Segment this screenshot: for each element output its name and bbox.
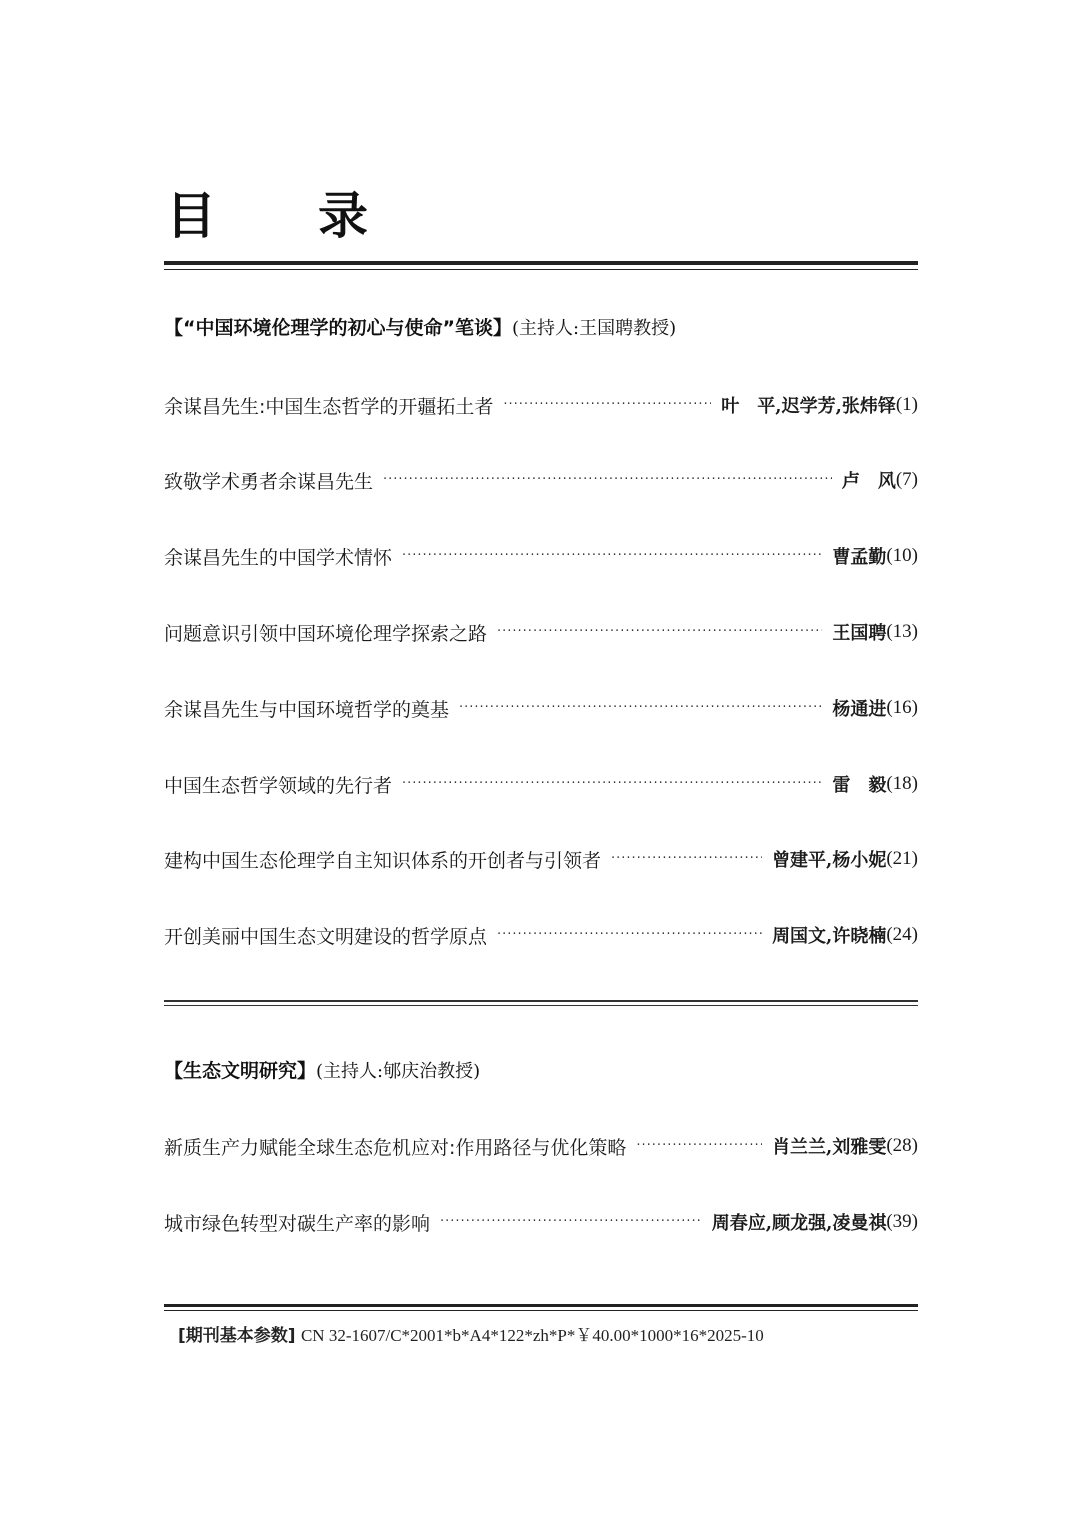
dot-leader	[497, 623, 822, 641]
section-divider-thin	[164, 1005, 918, 1006]
entry-title: 致敬学术勇者余谋昌先生	[164, 470, 374, 493]
entry-page: (24)	[886, 924, 918, 945]
journal-parameters-label: [期刊基本参数]	[178, 1326, 296, 1346]
entry-author: 周国文,许晓楠	[772, 926, 887, 947]
page-title	[166, 186, 368, 246]
section-header-eco-civilization	[164, 1056, 480, 1086]
entry-title: 余谋昌先生:中国生态哲学的开疆拓土者	[164, 395, 494, 418]
dot-leader	[383, 471, 832, 489]
entry-author: 曾建平,杨小妮	[772, 850, 887, 871]
dot-leader	[636, 1137, 762, 1155]
journal-parameters-value: CN 32-1607/C*2001*b*A4*122*zh*P*￥40.00*1000*16*2025-10	[300, 1326, 764, 1345]
dot-leader	[459, 699, 822, 717]
entry-page: (10)	[886, 545, 918, 566]
entry-author: 王国聘	[832, 623, 887, 644]
page-title-char-2: 录	[318, 187, 368, 245]
entry-page: (21)	[886, 848, 918, 869]
entry-author: 雷 毅	[832, 775, 887, 796]
top-rule-thick	[164, 261, 918, 265]
toc-entry[interactable]	[164, 843, 918, 875]
toc-entry[interactable]	[164, 540, 918, 572]
dot-leader	[402, 775, 822, 793]
dot-leader	[402, 547, 822, 565]
entry-title: 余谋昌先生与中国环境哲学的奠基	[164, 698, 450, 721]
entry-title: 城市绿色转型对碳生产率的影响	[164, 1212, 431, 1235]
entry-title: 建构中国生态伦理学自主知识体系的开创者与引领者	[164, 849, 602, 872]
toc-entry[interactable]	[164, 768, 918, 800]
entry-author: 杨通进	[832, 699, 887, 720]
entry-page: (13)	[886, 621, 918, 642]
entry-page: (39)	[886, 1211, 918, 1232]
toc-entry[interactable]	[164, 616, 918, 648]
section-title: 【生态文明研究】	[164, 1060, 317, 1082]
toc-entry[interactable]	[164, 692, 918, 724]
toc-entry[interactable]	[164, 389, 918, 421]
section-host: (主持人:郇庆治教授)	[316, 1061, 481, 1082]
entry-title: 中国生态哲学领域的先行者	[164, 774, 393, 797]
toc-entry[interactable]	[164, 1130, 918, 1162]
footer-rule-thick	[164, 1304, 918, 1307]
entry-author: 周春应,顾龙强,凌曼祺	[711, 1213, 887, 1234]
section-host: (主持人:王国聘教授)	[511, 318, 677, 339]
toc-entry[interactable]	[164, 464, 918, 496]
entry-page: (18)	[886, 773, 918, 794]
footer-rule-thin	[164, 1310, 918, 1311]
dot-leader	[503, 396, 711, 414]
entry-title: 新质生产力赋能全球生态危机应对:作用路径与优化策略	[164, 1136, 627, 1159]
dot-leader	[611, 850, 762, 868]
entry-page: (16)	[886, 697, 918, 718]
entry-author: 曹孟勤	[832, 547, 887, 568]
top-rule-thin	[164, 269, 918, 270]
entry-author: 叶 平,迟学芳,张炜铎	[721, 396, 896, 417]
toc-entry[interactable]	[164, 1206, 918, 1238]
entry-page: (1)	[895, 394, 918, 415]
page-title-char-1: 目	[166, 187, 216, 245]
entry-title: 问题意识引领中国环境伦理学探索之路	[164, 622, 488, 645]
entry-page: (28)	[886, 1135, 918, 1156]
section-header-ethics-forum	[164, 313, 676, 343]
entry-page: (7)	[895, 469, 918, 490]
entry-author: 肖兰兰,刘雅雯	[772, 1137, 887, 1158]
dot-leader	[497, 926, 762, 944]
entry-author: 卢 风	[841, 471, 896, 492]
toc-entry[interactable]	[164, 919, 918, 951]
section-divider-thick	[164, 1000, 918, 1002]
entry-title: 余谋昌先生的中国学术情怀	[164, 546, 393, 569]
entry-title: 开创美丽中国生态文明建设的哲学原点	[164, 925, 488, 948]
section-title: 【“中国环境伦理学的初心与使命”笔谈】	[164, 317, 512, 339]
dot-leader	[440, 1213, 702, 1231]
journal-parameters	[178, 1322, 764, 1350]
